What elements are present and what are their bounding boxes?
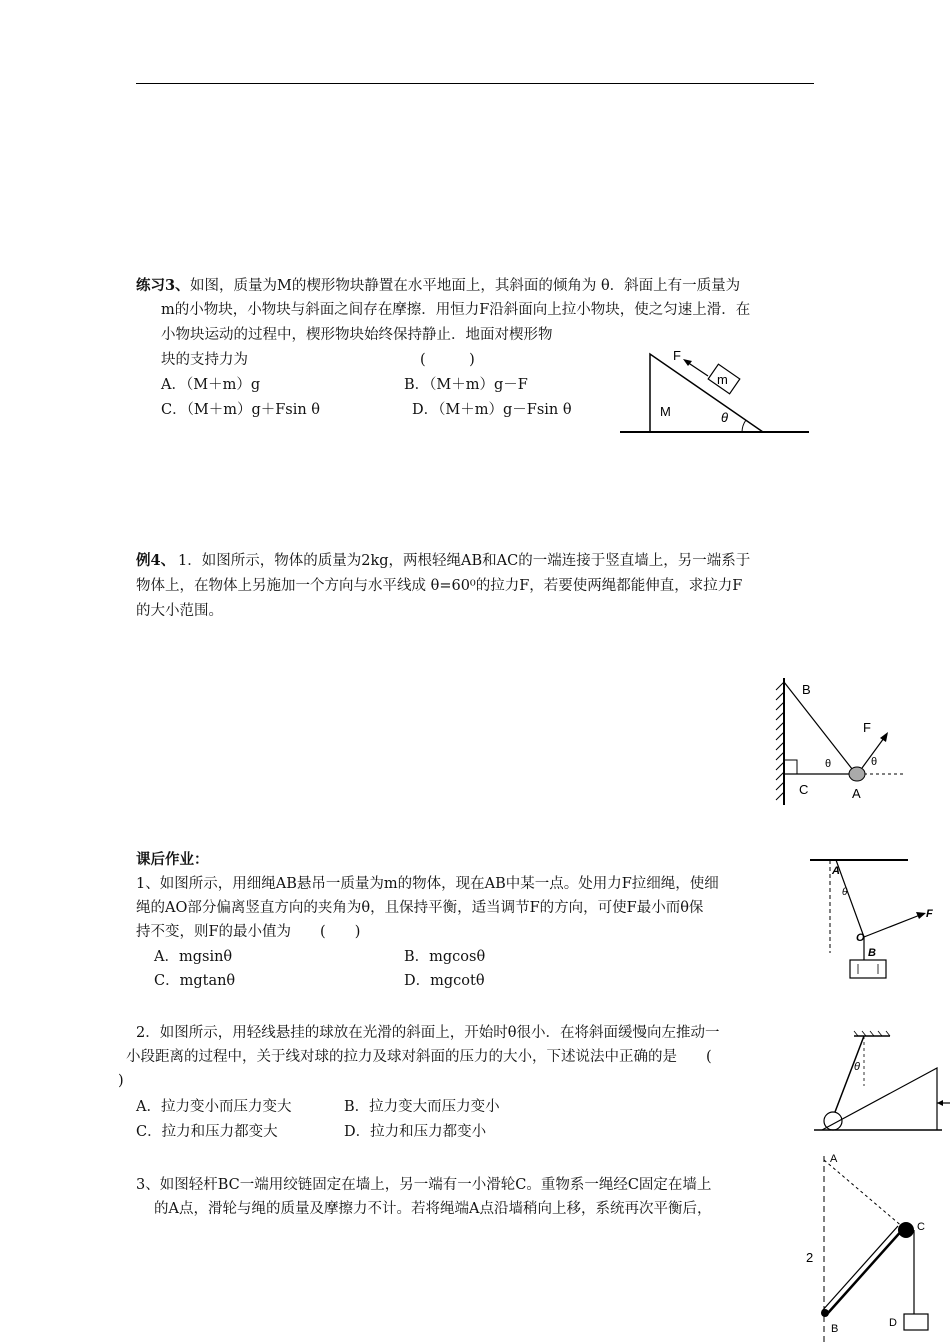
- q2-theta-label: θ: [854, 1061, 860, 1073]
- q1-point-b-label: B: [868, 947, 876, 959]
- homework-q2-option-d: D．拉力和压力都变小: [344, 1124, 487, 1140]
- q1-force-f-label: F: [926, 908, 933, 920]
- q3-point-a-label: A: [830, 1153, 838, 1165]
- q3-number-2: 2: [806, 1250, 814, 1265]
- homework-q1-option-b: B．mgcosθ: [404, 949, 486, 965]
- q3-point-d-label: D: [889, 1317, 897, 1329]
- homework-q2-option-a: A．拉力变小而压力变大: [136, 1099, 292, 1115]
- point-b-label: B: [802, 682, 811, 697]
- homework-q3-line-2: 的A点，滑轮与绳的质量及摩擦力不计。若将绳端A点沿墙稍向上移，系统再次平衡后，: [154, 1201, 712, 1217]
- exercise-3-answer-paren: ( ): [420, 352, 475, 368]
- exercise-3-label: 练习3、: [136, 277, 190, 294]
- exercise-3-line-2: m的小物块，小物块与斜面之间存在摩擦．用恒力F沿斜面向上拉小物块，使之匀速上滑．在: [161, 302, 751, 318]
- angle-theta-left: θ: [825, 758, 832, 770]
- homework-q2-line-3: ): [118, 1073, 124, 1089]
- wedge-m-label: M: [660, 404, 671, 419]
- rope-force-figure: [808, 855, 950, 985]
- homework-q2-option-b: B．拉力变大而压力变小: [344, 1099, 500, 1115]
- wedge-figure: [615, 340, 815, 440]
- exercise-3-option-d: D．（M＋m）g－Fsin θ: [412, 402, 572, 418]
- example-4-label: 例4、: [136, 552, 176, 569]
- angle-theta-label: θ: [721, 410, 729, 425]
- homework-q1-option-c: C．mgtanθ: [154, 973, 236, 989]
- homework-q2-line-1: 2．如图所示，用轻线悬挂的球放在光滑的斜面上，开始时θ很小．在将斜面缓慢向左推动一: [136, 1025, 720, 1041]
- q3-point-b-label: B: [831, 1323, 839, 1335]
- homework-title: 课后作业：: [136, 851, 209, 868]
- q3-point-c-label: C: [917, 1221, 925, 1233]
- homework-q2-line-2: 小段距离的过程中，关于线对球的拉力及球对斜面的压力的大小，下述说法中正确的是 (: [126, 1049, 712, 1065]
- homework-q1-line-1: 1、如图所示，用细绳AB悬吊一质量为m的物体，现在AB中某一点。处用力F拉细绳，使细: [136, 876, 719, 892]
- exercise-3-option-a: A．（M＋m）g: [161, 377, 261, 393]
- homework-q3-line-1: 3、如图轻杆BC一端用绞链固定在墙上，另一端有一小滑轮C。重物系一绳经C固定在墙上: [136, 1177, 712, 1193]
- example-4-line-1: 1．如图所示，物体的质量为2kg，两根轻绳AB和AC的一端连接于竖直墙上，另一端系于: [178, 553, 751, 569]
- angle-theta-right: θ: [871, 756, 878, 768]
- force-f-label-2: F: [863, 720, 871, 735]
- small-block-label: m: [717, 372, 728, 387]
- exercise-3-line-1: 如图，质量为M的楔形物块静置在水平地面上，其斜面的倾角为 θ．斜面上有一质量为: [190, 278, 741, 294]
- exercise-3-option-c: C．（M＋m）g＋Fsin θ: [161, 402, 321, 418]
- example-4-line-3: 的大小范围。: [136, 603, 223, 619]
- header-rule: [136, 83, 814, 84]
- ball-incline-figure: [812, 1030, 950, 1142]
- pulley-rod-figure: [800, 1148, 940, 1344]
- exercise-3-line-4: 块的支持力为: [161, 352, 248, 368]
- q1-theta-label: θ: [842, 887, 848, 898]
- homework-q1-line-2: 绳的AO部分偏离竖直方向的夹角为θ，且保持平衡，适当调节F的方向，可使F最小而θ保: [136, 900, 704, 916]
- homework-q1-line-3: 持不变，则F的最小值为 ( ): [136, 924, 361, 940]
- homework-q1-option-d: D．mgcotθ: [404, 973, 485, 989]
- exercise-3-line-3: 小物块运动的过程中，楔形物块始终保持静止．地面对楔形物: [161, 327, 553, 343]
- homework-q1-option-a: A．mgsinθ: [154, 949, 233, 965]
- exercise-3-option-b: B．（M＋m）g－F: [404, 377, 528, 393]
- q1-point-a-label: A: [832, 865, 840, 877]
- q1-point-o-label: O: [856, 932, 865, 944]
- wall-rope-figure: [770, 670, 920, 810]
- point-c-label: C: [799, 782, 809, 797]
- example-4-line-2: 物体上，在物体上另施加一个方向与水平线成 θ=60⁰的拉力F，若要使两绳都能伸直，求拉力F: [136, 578, 743, 594]
- homework-q2-option-c: C．拉力和压力都变大: [136, 1124, 278, 1140]
- point-a-label: A: [852, 786, 861, 801]
- force-f-label: F: [673, 348, 681, 363]
